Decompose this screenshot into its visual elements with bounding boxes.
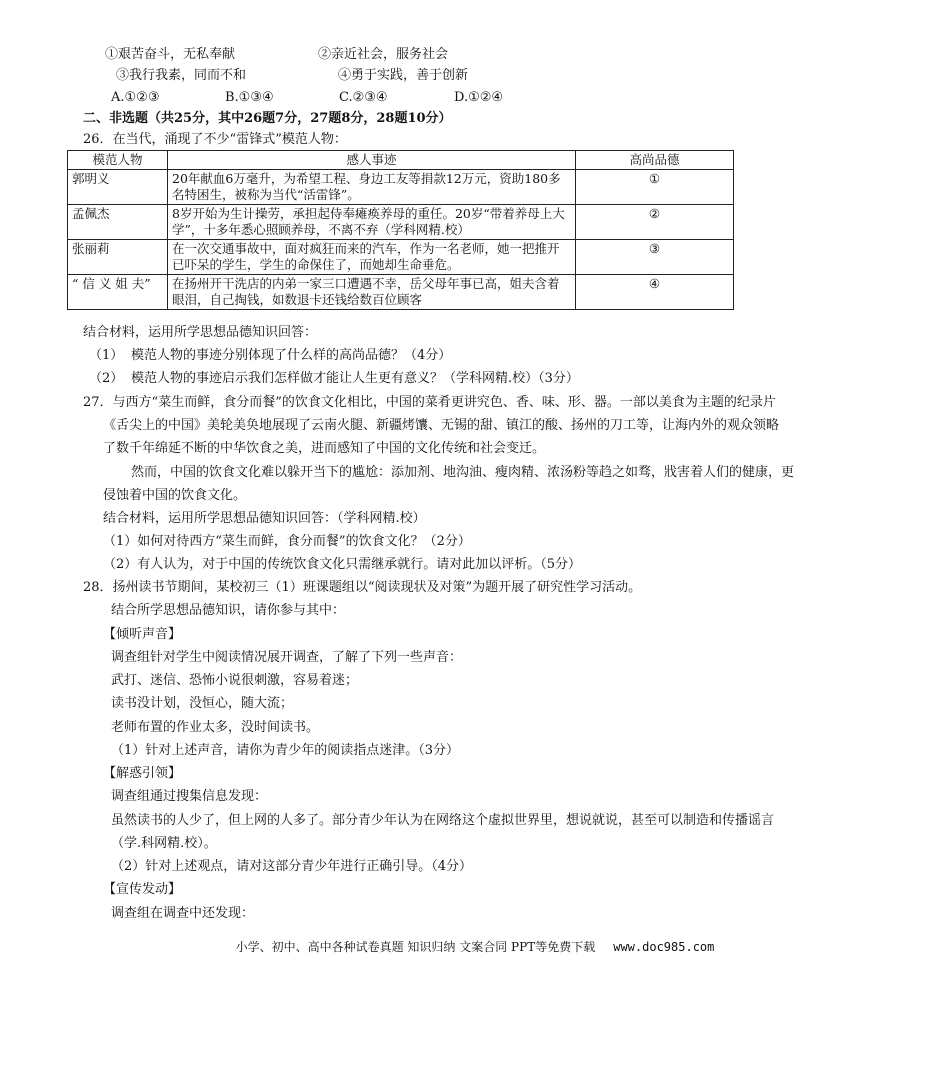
person-deed: 8岁开始为生计操劳，承担起侍奉瘫痪养母的重任。20岁“带着养母上大学”，十多年悉心照顾养母，不离不弃（学科网精.校）: [168, 205, 576, 240]
q28-part2-text: （学.科网精.校）。: [111, 836, 217, 851]
q27-passage-line: 27．与西方“菜生而鲜，食分而餐”的饮食文化相比，中国的菜肴更讲究色、香、味、形、器。一部以美食为主题的纪录片: [83, 395, 776, 410]
mc-choice-d: D.①②④: [454, 90, 504, 105]
table-header-row: [68, 151, 734, 170]
q28-part1-intro: 调查组针对学生中阅读情况展开调查，了解了下列一些声音：: [111, 650, 463, 665]
mc-option-2: ②亲近社会，服务社会: [318, 47, 449, 62]
q26-intro: 26．在当代，涌现了不少“雷锋式”模范人物：: [83, 132, 347, 147]
mc-choice-c: C.②③④: [339, 90, 388, 105]
table-row: [68, 205, 734, 240]
q28-part3-title: 【宣传发动】: [103, 882, 182, 897]
mc-option-1: ①艰苦奋斗，无私奉献: [105, 47, 236, 62]
footer-text: 小学、初中、高中各种试卷真题 知识归纳 文案合同 PPT等免费下载: [235, 940, 596, 954]
q27-prompt: 结合材料，运用所学思想品德知识回答：（学科网精.校）: [103, 511, 426, 526]
virtue-blank: ③: [576, 240, 734, 275]
q27-passage-line: 了数千年绵延不断的中华饮食之美，进而感知了中国的文化传统和社会变迁。: [103, 441, 546, 456]
person-deed: 20年献血6万毫升，为希望工程、身边工友等捐款12万元，资助180多名特困生，被称为当代“活雷锋”。: [168, 170, 576, 205]
q28-voice: 读书没计划，没恒心，随大流；: [111, 696, 294, 711]
mc-option-3: ③我行我素，同而不和: [116, 68, 247, 83]
virtue-blank: ②: [576, 205, 734, 240]
person-deed: 在扬州开干洗店的内弟一家三口遭遇不幸，岳父母年事已高，姐夫含着眼泪，自己掏钱，如数退卡还钱给数百位顾客: [168, 275, 576, 310]
mc-choice-b: B.①③④: [225, 90, 274, 105]
q28-part3-intro: 调查组在调查中还发现：: [111, 906, 255, 921]
q28-sub1: （1）针对上述声音，请你为青少年的阅读指点迷津。（3分）: [111, 743, 460, 758]
person-name: 张丽莉: [68, 240, 168, 275]
page-footer: [0, 938, 950, 955]
q26-sub2-number: （2）: [89, 371, 124, 386]
q26-sub1-text: 模范人物的事迹分别体现了什么样的高尚品德？（4分）: [131, 348, 452, 363]
q28-voice: 老师布置的作业太多，没时间读书。: [111, 720, 320, 735]
header-virtue: 高尚品德: [576, 151, 734, 170]
q27-passage-line: 侵蚀着中国的饮食文化。: [103, 488, 247, 503]
person-name: 郭明义: [68, 170, 168, 205]
person-name: “ 信 义 姐 夫”: [68, 275, 168, 310]
mc-option-4: ④勇于实践，善于创新: [338, 68, 469, 83]
q28-part2-text: 虽然读书的人少了，但上网的人多了。部分青少年认为在网络这个虚拟世界里，想说就说，甚至可以制造和传播谣言: [111, 813, 775, 828]
q28-sub2: （2）针对上述观点，请对这部分青少年进行正确引导。（4分）: [111, 859, 473, 874]
q26-sub1-number: （1）: [89, 348, 124, 363]
q27-passage-line: 然而，中国的饮食文化难以躲开当下的尴尬：添加剂、地沟油、瘦肉精、浓汤粉等趋之如骛，戕害着人们的健康，更: [131, 465, 795, 480]
q27-sub1: （1）如何对待西方“菜生而鲜，食分而餐”的饮食文化？（2分）: [103, 534, 471, 549]
q28-part2-title: 【解惑引领】: [103, 766, 182, 781]
person-name: 孟佩杰: [68, 205, 168, 240]
q28-prompt: 结合所学思想品德知识，请你参与其中：: [111, 603, 346, 618]
header-deed: 感人事迹: [168, 151, 576, 170]
table-row: [68, 170, 734, 205]
q28-part1-title: 【倾听声音】: [103, 627, 182, 642]
person-deed: 在一次交通事故中，面对疯狂而来的汽车，作为一名老师，她一把推开已吓呆的学生，学生的命保住了，而她却生命垂危。: [168, 240, 576, 275]
mc-choice-a: A.①②③: [111, 90, 160, 105]
q26-sub2-text: 模范人物的事迹启示我们怎样做才能让人生更有意义？（学科网精.校）（3分）: [131, 371, 579, 386]
virtue-blank: ④: [576, 275, 734, 310]
q27-passage-line: 《舌尖上的中国》美轮美奂地展现了云南火腿、新疆烤馕、无锡的甜、镇江的酸、扬州的刀工等，让海内外的观众领略: [103, 418, 780, 433]
q27-sub2: （2）有人认为，对于中国的传统饮食文化只需继承就行。请对此加以评析。（5分）: [103, 557, 582, 572]
q28-intro: 28．扬州读书节期间，某校初三（1）班课题组以“阅读现状及对策”为题开展了研究性学习活动。: [83, 580, 642, 595]
footer-site-link[interactable]: www.doc985.com: [613, 940, 715, 954]
q26-prompt: 结合材料，运用所学思想品德知识回答：: [83, 325, 318, 340]
table-row: [68, 275, 734, 310]
q28-part2-intro: 调查组通过搜集信息发现：: [111, 789, 268, 804]
table-row: [68, 240, 734, 275]
virtue-blank: ①: [576, 170, 734, 205]
header-person: 模范人物: [68, 151, 168, 170]
model-people-table: [67, 150, 734, 310]
q28-voice: 武打、迷信、恐怖小说很刺激，容易着迷；: [111, 673, 359, 688]
section-heading: 二、非选题（共25分，其中26题7分，27题8分，28题10分）: [83, 111, 452, 126]
